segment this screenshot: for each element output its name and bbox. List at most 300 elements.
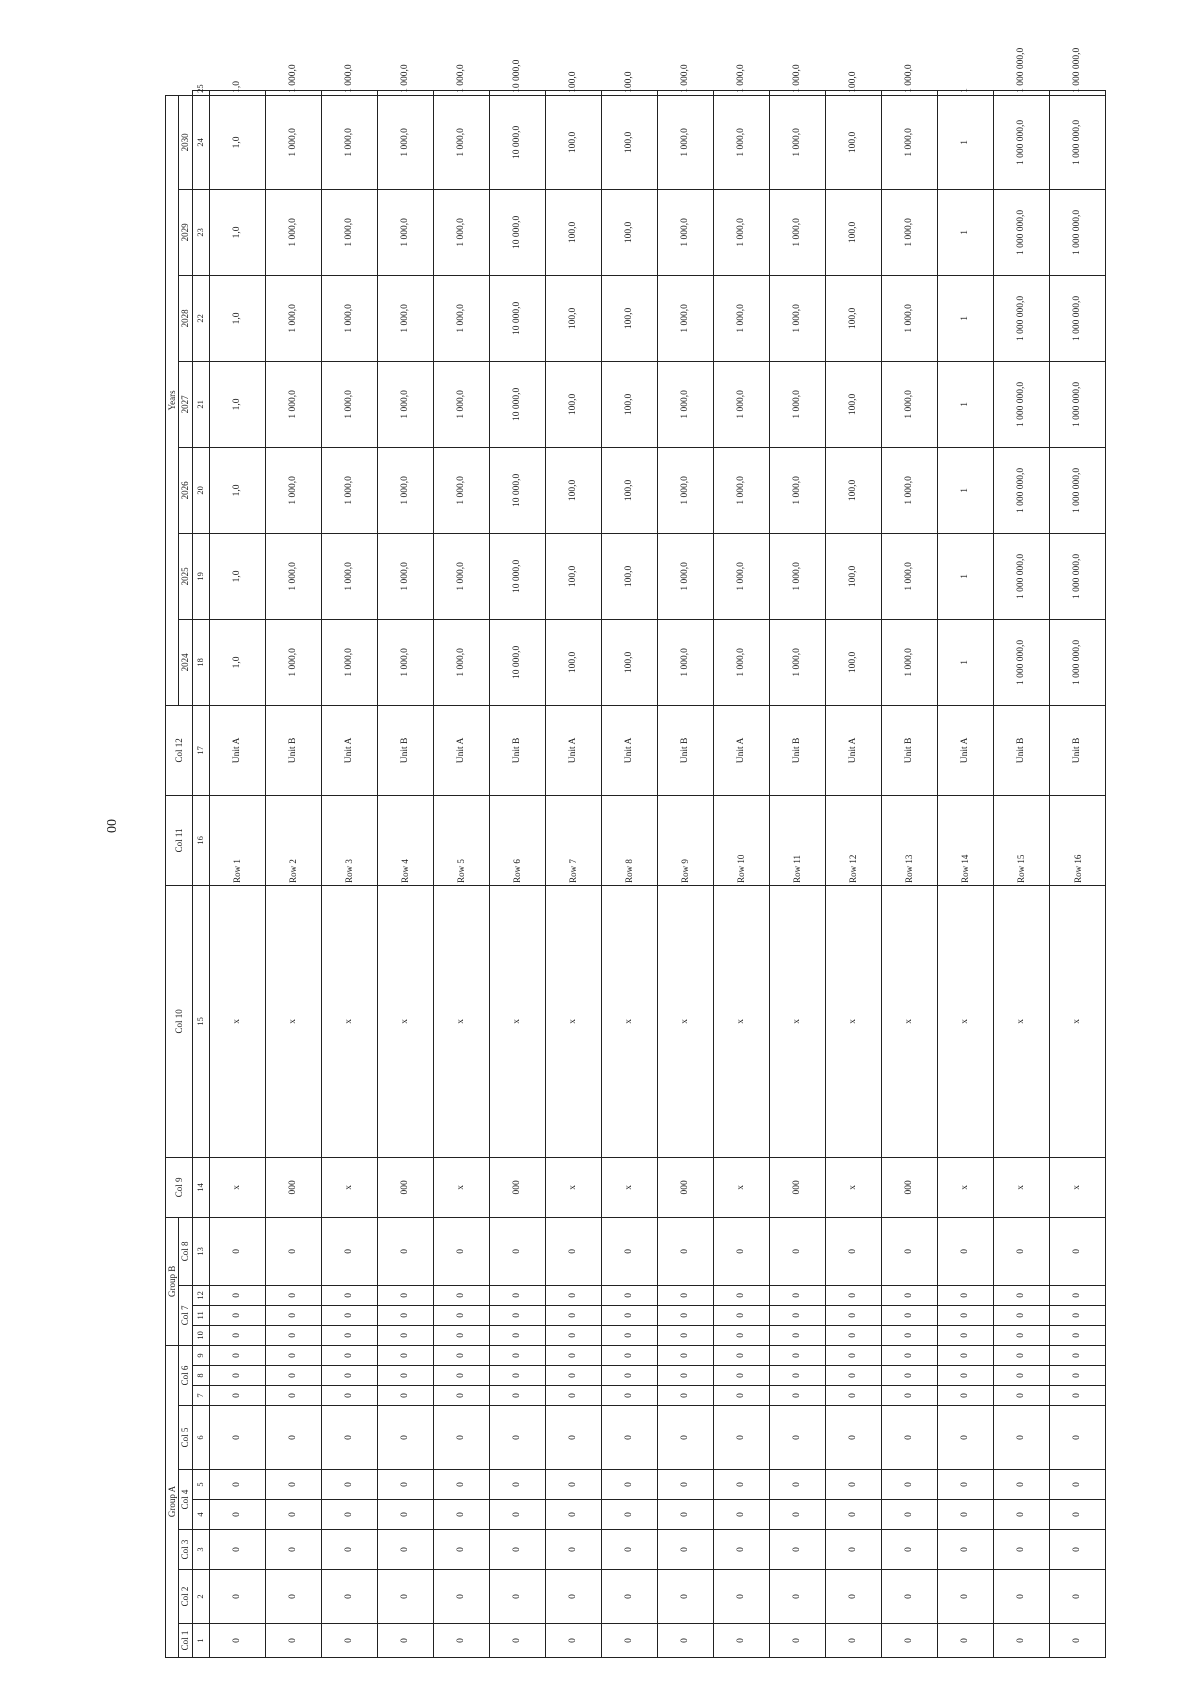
code-cell: 0 bbox=[770, 1406, 826, 1470]
year-value: 1 000 000,0 bbox=[1050, 447, 1106, 533]
code-cell: 0 bbox=[209, 1285, 265, 1305]
code-cell: 0 bbox=[601, 1530, 657, 1570]
code-cell: 0 bbox=[938, 1624, 994, 1658]
table-row bbox=[377, 91, 433, 1658]
code-cell: 0 bbox=[770, 1624, 826, 1658]
year-value: 1 bbox=[938, 189, 994, 275]
expense-code-cell: x bbox=[938, 1157, 994, 1217]
base-year-value: 1 000,0 bbox=[377, 619, 433, 705]
code-cell: 0 bbox=[938, 1285, 994, 1305]
base-year-value: 1 000,0 bbox=[657, 619, 713, 705]
code-cell: 0 bbox=[882, 1624, 938, 1658]
table-row bbox=[994, 91, 1050, 1658]
code-cell: 0 bbox=[882, 1406, 938, 1470]
code-cell: 0 bbox=[545, 1325, 601, 1345]
code-cell: 0 bbox=[994, 1530, 1050, 1570]
program-table bbox=[165, 47, 1106, 1658]
measure-header: Col 6 bbox=[179, 1345, 192, 1405]
code-cell: 0 bbox=[826, 1217, 882, 1285]
code-cell: 0 bbox=[826, 1386, 882, 1406]
unit-cell: Unit A bbox=[938, 705, 994, 795]
code-cell: 0 bbox=[994, 1624, 1050, 1658]
year-value: 1 000,0 bbox=[657, 447, 713, 533]
code-cell: 0 bbox=[657, 1217, 713, 1285]
code-cell: 0 bbox=[489, 1470, 545, 1500]
year-header: 2027 bbox=[179, 361, 192, 447]
code-cell: 0 bbox=[545, 1217, 601, 1285]
column-number: 18 bbox=[192, 619, 209, 705]
code-cell: 0 bbox=[1050, 1285, 1106, 1305]
code-cell: 0 bbox=[657, 1305, 713, 1325]
code-cell: 0 bbox=[265, 1470, 321, 1500]
code-cell: 0 bbox=[321, 1624, 377, 1658]
column-number: 20 bbox=[192, 447, 209, 533]
code-cell: 0 bbox=[377, 1217, 433, 1285]
year-value: 1 000,0 bbox=[377, 533, 433, 619]
code-cell: 0 bbox=[882, 1386, 938, 1406]
table-row bbox=[265, 91, 321, 1658]
code-cell: 0 bbox=[938, 1406, 994, 1470]
expense-code-cell: 000 bbox=[657, 1157, 713, 1217]
code-cell: 0 bbox=[882, 1530, 938, 1570]
code-cell: 0 bbox=[601, 1345, 657, 1365]
code-cell: 0 bbox=[713, 1285, 769, 1305]
name-cell: Row 14 bbox=[938, 795, 994, 885]
year-header: 2024 bbox=[179, 619, 192, 705]
table-row bbox=[433, 91, 489, 1658]
year-value: 100,0 bbox=[826, 275, 882, 361]
code-cell: 0 bbox=[545, 1570, 601, 1624]
code-cell: 0 bbox=[377, 1345, 433, 1365]
column-number: 17 bbox=[192, 705, 209, 795]
table-row bbox=[713, 91, 769, 1658]
unit-cell: Unit B bbox=[882, 705, 938, 795]
year-value: 100,0 bbox=[545, 361, 601, 447]
aip-code-cell: x bbox=[489, 885, 545, 1157]
base-year-value: 100,0 bbox=[601, 619, 657, 705]
expense-header: Col 8 bbox=[179, 1217, 192, 1285]
base-year-value: 1,0 bbox=[209, 619, 265, 705]
code-cell: 0 bbox=[209, 1217, 265, 1285]
year-value: 1 bbox=[938, 91, 994, 96]
code-cell: 0 bbox=[489, 1285, 545, 1305]
code-cell: 0 bbox=[657, 1470, 713, 1500]
year-value: 1 000,0 bbox=[882, 361, 938, 447]
code-cell: 0 bbox=[882, 1570, 938, 1624]
column-number: 3 bbox=[192, 1530, 209, 1570]
code-cell: 0 bbox=[601, 1624, 657, 1658]
code-cell: 0 bbox=[657, 1570, 713, 1624]
year-value: 1 000,0 bbox=[321, 361, 377, 447]
year-value: 1,0 bbox=[209, 91, 265, 96]
table-row bbox=[882, 91, 938, 1658]
code-cell: 0 bbox=[657, 1366, 713, 1386]
base-year-value: 1 000,0 bbox=[433, 619, 489, 705]
code-cell: 0 bbox=[601, 1217, 657, 1285]
table-row bbox=[826, 91, 882, 1658]
year-value: 1 000,0 bbox=[770, 533, 826, 619]
code-cell: 0 bbox=[321, 1285, 377, 1305]
code-cell: 0 bbox=[826, 1366, 882, 1386]
analytic-code-group: Group A bbox=[166, 1345, 179, 1657]
year-value: 100,0 bbox=[545, 91, 601, 96]
year-value: 100,0 bbox=[545, 533, 601, 619]
code-cell: 0 bbox=[938, 1470, 994, 1500]
code-cell: 0 bbox=[489, 1500, 545, 1530]
code-cell: 0 bbox=[433, 1386, 489, 1406]
year-value: 1 000 000,0 bbox=[994, 447, 1050, 533]
code-cell: 0 bbox=[657, 1406, 713, 1470]
year-value: 10 000,0 bbox=[489, 91, 545, 96]
code-cell: 0 bbox=[882, 1285, 938, 1305]
unit-cell: Unit B bbox=[657, 705, 713, 795]
base-year-value: 1 000,0 bbox=[265, 619, 321, 705]
code-cell: 0 bbox=[377, 1386, 433, 1406]
year-value: 1,0 bbox=[209, 533, 265, 619]
year-value: 1 000,0 bbox=[882, 533, 938, 619]
code-cell: 0 bbox=[994, 1325, 1050, 1345]
code-cell: 0 bbox=[265, 1530, 321, 1570]
year-value: 100,0 bbox=[601, 447, 657, 533]
code-cell: 0 bbox=[826, 1530, 882, 1570]
code-cell: 0 bbox=[265, 1386, 321, 1406]
code-cell: 0 bbox=[377, 1624, 433, 1658]
expense-code-cell: x bbox=[601, 1157, 657, 1217]
year-value: 100,0 bbox=[601, 95, 657, 189]
name-cell: Row 4 bbox=[377, 795, 433, 885]
year-value: 100,0 bbox=[601, 361, 657, 447]
code-cell: 0 bbox=[545, 1470, 601, 1500]
year-header: 2028 bbox=[179, 275, 192, 361]
year-value: 1 000,0 bbox=[882, 275, 938, 361]
code-cell: 0 bbox=[938, 1217, 994, 1285]
column-number: 15 bbox=[192, 885, 209, 1157]
year-value: 1 000,0 bbox=[882, 189, 938, 275]
expense-code-cell: x bbox=[433, 1157, 489, 1217]
year-value: 1 000 000,0 bbox=[994, 533, 1050, 619]
base-year-value: 1 000 000,0 bbox=[1050, 619, 1106, 705]
table-row bbox=[209, 91, 265, 1658]
column-number: 25 bbox=[192, 91, 209, 96]
code-cell: 0 bbox=[826, 1624, 882, 1658]
code-cell: 0 bbox=[377, 1570, 433, 1624]
unit-cell: Unit A bbox=[321, 705, 377, 795]
code-cell: 0 bbox=[433, 1285, 489, 1305]
year-value: 1 000,0 bbox=[321, 275, 377, 361]
code-cell: 0 bbox=[770, 1386, 826, 1406]
year-value: 100,0 bbox=[601, 189, 657, 275]
code-cell: 0 bbox=[994, 1345, 1050, 1365]
column-number: 14 bbox=[192, 1157, 209, 1217]
code-cell: 0 bbox=[377, 1500, 433, 1530]
year-value: 1 000,0 bbox=[882, 95, 938, 189]
code-cell: 0 bbox=[377, 1305, 433, 1325]
budget-code-group: Group B bbox=[166, 1217, 179, 1345]
year-value: 1 000,0 bbox=[770, 275, 826, 361]
unit-cell: Unit A bbox=[433, 705, 489, 795]
expense-code-cell: x bbox=[713, 1157, 769, 1217]
code-cell: 0 bbox=[882, 1500, 938, 1530]
code-cell: 0 bbox=[321, 1217, 377, 1285]
code-cell: 0 bbox=[657, 1345, 713, 1365]
column-number: 23 bbox=[192, 189, 209, 275]
column-number: 11 bbox=[192, 1305, 209, 1325]
code-cell: 0 bbox=[1050, 1386, 1106, 1406]
column-number: 2 bbox=[192, 1570, 209, 1624]
year-value: 100,0 bbox=[545, 447, 601, 533]
code-cell: 0 bbox=[545, 1305, 601, 1325]
page-number: 00 bbox=[105, 819, 120, 833]
code-cell: 0 bbox=[545, 1386, 601, 1406]
unit-cell: Unit A bbox=[545, 705, 601, 795]
code-cell: 0 bbox=[209, 1366, 265, 1386]
code-cell: 0 bbox=[489, 1386, 545, 1406]
expense-code-cell: x bbox=[209, 1157, 265, 1217]
unit-cell: Unit B bbox=[770, 705, 826, 795]
code-cell: 0 bbox=[489, 1345, 545, 1365]
code-cell: 0 bbox=[377, 1285, 433, 1305]
code-cell: 0 bbox=[209, 1406, 265, 1470]
code-cell: 0 bbox=[545, 1366, 601, 1386]
code-cell: 0 bbox=[938, 1500, 994, 1530]
year-value: 1 bbox=[938, 533, 994, 619]
code-cell: 0 bbox=[882, 1366, 938, 1386]
code-cell: 0 bbox=[770, 1570, 826, 1624]
aip-code-cell: x bbox=[882, 885, 938, 1157]
code-cell: 0 bbox=[713, 1406, 769, 1470]
code-cell: 0 bbox=[770, 1530, 826, 1570]
year-value: 1 000,0 bbox=[265, 447, 321, 533]
code-cell: 0 bbox=[321, 1406, 377, 1470]
code-cell: 0 bbox=[657, 1386, 713, 1406]
code-cell: 0 bbox=[209, 1624, 265, 1658]
base-year-value: 100,0 bbox=[826, 619, 882, 705]
column-number: 24 bbox=[192, 95, 209, 189]
year-value: 10 000,0 bbox=[489, 361, 545, 447]
code-cell: 0 bbox=[826, 1285, 882, 1305]
year-value: 1 000,0 bbox=[433, 189, 489, 275]
name-cell: Row 3 bbox=[321, 795, 377, 885]
year-value: 100,0 bbox=[601, 91, 657, 96]
code-cell: 0 bbox=[994, 1217, 1050, 1285]
code-cell: 0 bbox=[433, 1406, 489, 1470]
code-cell: 0 bbox=[1050, 1624, 1106, 1658]
code-cell: 0 bbox=[433, 1470, 489, 1500]
year-value: 1 000,0 bbox=[657, 95, 713, 189]
year-value: 1 000,0 bbox=[713, 189, 769, 275]
year-value: 1,0 bbox=[209, 95, 265, 189]
code-cell: 0 bbox=[489, 1305, 545, 1325]
base-year-value: 1 000,0 bbox=[882, 619, 938, 705]
column-number: 5 bbox=[192, 1470, 209, 1500]
program-header: Col 1 bbox=[179, 1624, 192, 1658]
year-value: 1 bbox=[938, 95, 994, 189]
year-value: 1 000,0 bbox=[377, 275, 433, 361]
aip-header: Col 9 bbox=[166, 1157, 193, 1217]
name-cell: Row 10 bbox=[713, 795, 769, 885]
code-cell: 0 bbox=[265, 1325, 321, 1345]
year-value: 1 000,0 bbox=[265, 533, 321, 619]
year-value: 1 bbox=[938, 447, 994, 533]
year-value: 1 000,0 bbox=[265, 361, 321, 447]
code-cell: 0 bbox=[321, 1366, 377, 1386]
code-cell: 0 bbox=[209, 1386, 265, 1406]
name-cell: Row 5 bbox=[433, 795, 489, 885]
code-cell: 0 bbox=[433, 1624, 489, 1658]
code-cell: 0 bbox=[209, 1470, 265, 1500]
struct-type-header: Col 3 bbox=[179, 1530, 192, 1570]
table-row bbox=[1050, 91, 1106, 1658]
year-value: 1 000,0 bbox=[713, 361, 769, 447]
code-cell: 0 bbox=[826, 1570, 882, 1624]
code-cell: 0 bbox=[433, 1500, 489, 1530]
year-header: 2026 bbox=[179, 447, 192, 533]
code-cell: 0 bbox=[826, 1470, 882, 1500]
code-cell: 0 bbox=[713, 1570, 769, 1624]
year-value: 1 000,0 bbox=[713, 533, 769, 619]
column-number: 10 bbox=[192, 1325, 209, 1345]
code-cell: 0 bbox=[938, 1305, 994, 1325]
year-value: 10 000,0 bbox=[489, 189, 545, 275]
code-cell: 0 bbox=[882, 1305, 938, 1325]
year-value: 1 000,0 bbox=[377, 91, 433, 96]
code-cell: 0 bbox=[321, 1305, 377, 1325]
code-cell: 0 bbox=[994, 1406, 1050, 1470]
year-value: 100,0 bbox=[826, 95, 882, 189]
code-cell: 0 bbox=[770, 1366, 826, 1386]
aip-code-cell: x bbox=[713, 885, 769, 1157]
year-value: 1 000,0 bbox=[713, 275, 769, 361]
table-row bbox=[489, 91, 545, 1658]
code-cell: 0 bbox=[321, 1470, 377, 1500]
code-cell: 0 bbox=[209, 1530, 265, 1570]
code-cell: 0 bbox=[433, 1570, 489, 1624]
task-header: Col 5 bbox=[179, 1406, 192, 1470]
year-value: 1 000 000,0 bbox=[994, 361, 1050, 447]
code-cell: 0 bbox=[1050, 1406, 1106, 1470]
code-cell: 0 bbox=[321, 1325, 377, 1345]
code-cell: 0 bbox=[713, 1624, 769, 1658]
column-number: 13 bbox=[192, 1217, 209, 1285]
code-cell: 0 bbox=[601, 1570, 657, 1624]
code-cell: 0 bbox=[826, 1325, 882, 1345]
struct-element-header: Col 4 bbox=[179, 1470, 192, 1530]
code-cell: 0 bbox=[377, 1470, 433, 1500]
year-value: 1 000 000,0 bbox=[994, 189, 1050, 275]
year-value: 1 bbox=[938, 361, 994, 447]
code-cell: 0 bbox=[994, 1285, 1050, 1305]
year-value: 1,0 bbox=[209, 447, 265, 533]
column-number: 22 bbox=[192, 275, 209, 361]
code-cell: 0 bbox=[826, 1345, 882, 1365]
code-cell: 0 bbox=[713, 1366, 769, 1386]
year-value: 1 000,0 bbox=[657, 361, 713, 447]
year-value: 100,0 bbox=[545, 275, 601, 361]
code-cell: 0 bbox=[770, 1325, 826, 1345]
code-cell: 0 bbox=[265, 1366, 321, 1386]
year-value: 1 000,0 bbox=[770, 91, 826, 96]
year-value: 1,0 bbox=[209, 361, 265, 447]
year-value: 100,0 bbox=[601, 275, 657, 361]
year-header: 2029 bbox=[179, 189, 192, 275]
aip-code-cell: x bbox=[433, 885, 489, 1157]
expense-code-cell: x bbox=[826, 1157, 882, 1217]
year-value: 1 000 000,0 bbox=[1050, 361, 1106, 447]
code-cell: 0 bbox=[489, 1624, 545, 1658]
column-number: 16 bbox=[192, 795, 209, 885]
year-value: 1 000,0 bbox=[265, 91, 321, 96]
year-value: 100,0 bbox=[826, 533, 882, 619]
code-cell: 0 bbox=[994, 1366, 1050, 1386]
table-row bbox=[938, 91, 994, 1658]
year-header: 2030 bbox=[179, 95, 192, 189]
code-cell: 0 bbox=[938, 1530, 994, 1570]
table-row bbox=[770, 91, 826, 1658]
column-number: 7 bbox=[192, 1386, 209, 1406]
year-value: 100,0 bbox=[826, 91, 882, 96]
code-cell: 0 bbox=[265, 1217, 321, 1285]
year-value: 1 000,0 bbox=[433, 91, 489, 96]
year-value: 1 000 000,0 bbox=[1050, 275, 1106, 361]
code-cell: 0 bbox=[938, 1325, 994, 1345]
code-cell: 0 bbox=[657, 1530, 713, 1570]
year-value: 1 000,0 bbox=[657, 189, 713, 275]
code-cell: 0 bbox=[545, 1530, 601, 1570]
aip-code-cell: x bbox=[1050, 885, 1106, 1157]
year-value: 1 000,0 bbox=[713, 91, 769, 96]
expense-code-cell: x bbox=[321, 1157, 377, 1217]
name-cell: Row 11 bbox=[770, 795, 826, 885]
year-value: 1 000,0 bbox=[321, 533, 377, 619]
code-cell: 0 bbox=[489, 1406, 545, 1470]
year-header: 2025 bbox=[179, 533, 192, 619]
year-value: 1 000,0 bbox=[433, 533, 489, 619]
code-cell: 0 bbox=[826, 1500, 882, 1530]
name-cell: Row 8 bbox=[601, 795, 657, 885]
aip-code-cell: x bbox=[826, 885, 882, 1157]
aip-code-cell: x bbox=[265, 885, 321, 1157]
year-value: 1 000,0 bbox=[321, 447, 377, 533]
year-value: 100,0 bbox=[545, 95, 601, 189]
year-value: 1 000,0 bbox=[770, 95, 826, 189]
year-value: 1 000 000,0 bbox=[1050, 95, 1106, 189]
code-cell: 0 bbox=[1050, 1366, 1106, 1386]
expense-code-cell: 000 bbox=[489, 1157, 545, 1217]
code-cell: 0 bbox=[1050, 1470, 1106, 1500]
code-cell: 0 bbox=[1050, 1305, 1106, 1325]
column-number: 1 bbox=[192, 1624, 209, 1658]
code-cell: 0 bbox=[882, 1217, 938, 1285]
code-cell: 0 bbox=[265, 1345, 321, 1365]
code-cell: 0 bbox=[433, 1366, 489, 1386]
code-cell: 0 bbox=[657, 1500, 713, 1530]
code-cell: 0 bbox=[1050, 1345, 1106, 1365]
column-number: 9 bbox=[192, 1345, 209, 1365]
base-year-value: 1 000,0 bbox=[770, 619, 826, 705]
code-cell: 0 bbox=[770, 1305, 826, 1325]
code-cell: 0 bbox=[770, 1285, 826, 1305]
code-cell: 0 bbox=[489, 1530, 545, 1570]
code-cell: 0 bbox=[713, 1345, 769, 1365]
code-cell: 0 bbox=[601, 1285, 657, 1305]
code-cell: 0 bbox=[377, 1530, 433, 1570]
code-cell: 0 bbox=[433, 1305, 489, 1325]
code-cell: 0 bbox=[1050, 1530, 1106, 1570]
code-cell: 0 bbox=[489, 1325, 545, 1345]
year-value: 100,0 bbox=[826, 447, 882, 533]
aip-code-cell: x bbox=[209, 885, 265, 1157]
year-value: 1 000,0 bbox=[265, 95, 321, 189]
